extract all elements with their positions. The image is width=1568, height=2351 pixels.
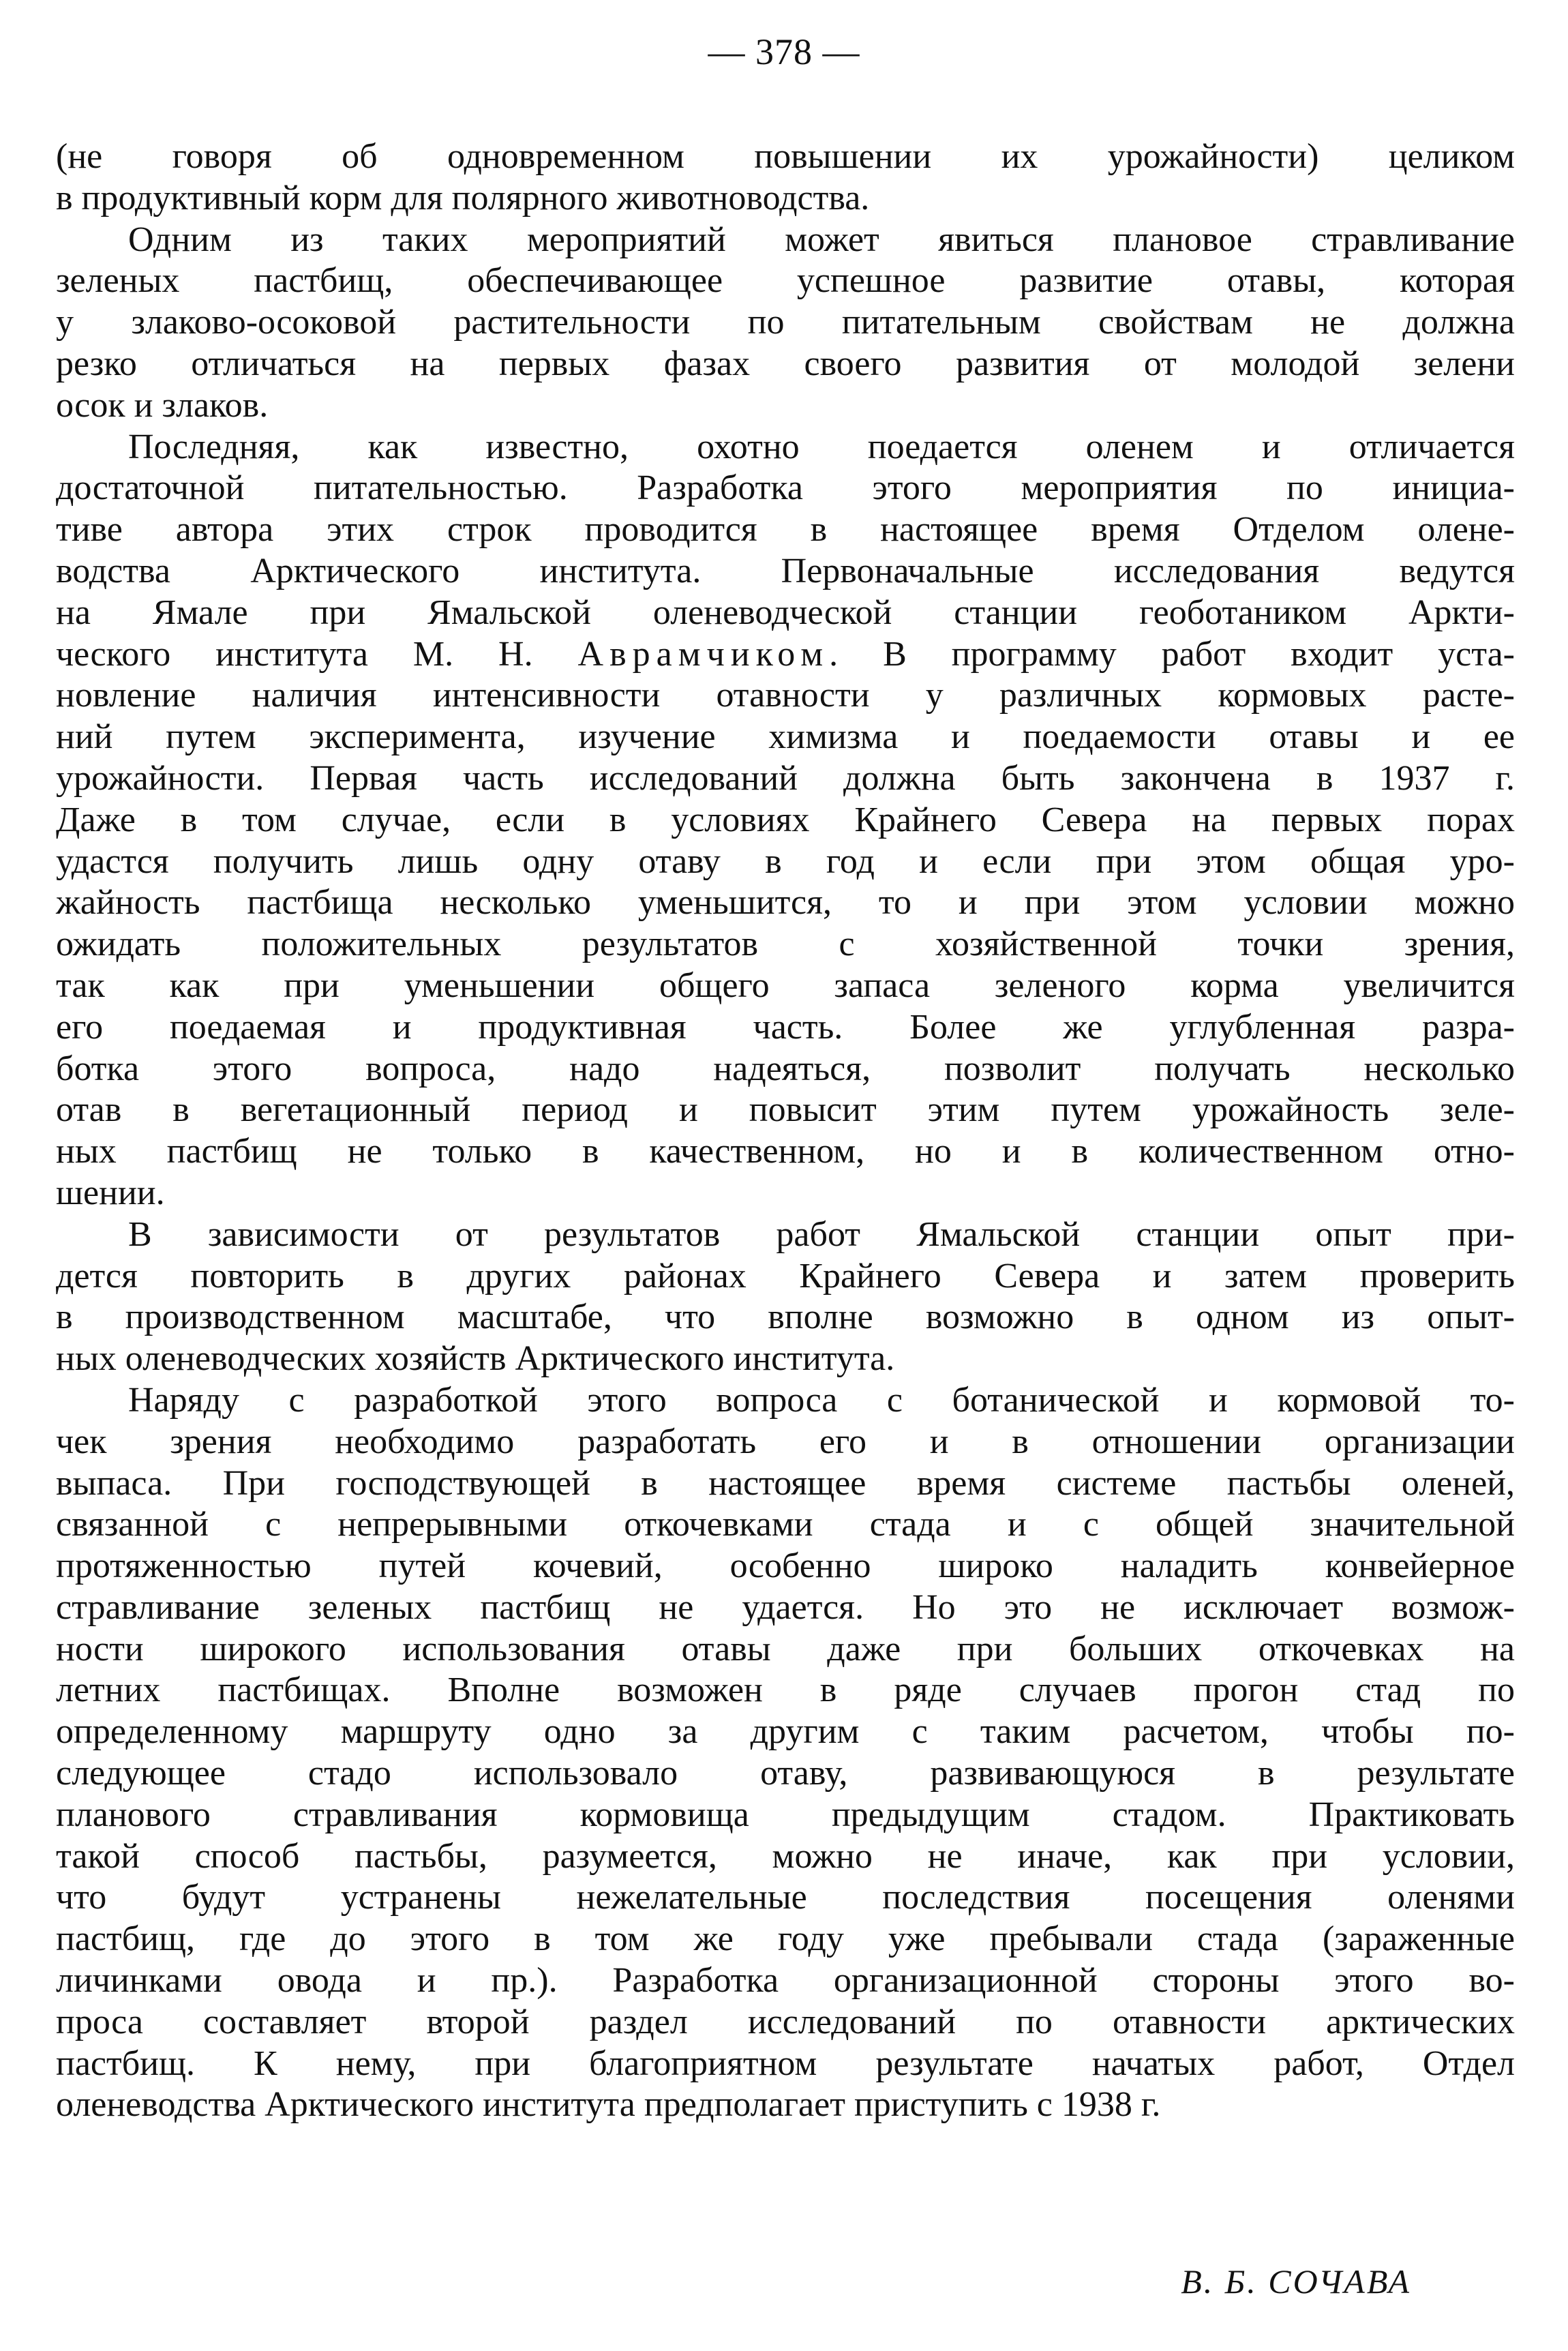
text-line: личинками овода и пр.). Разработка организационной стороны этого во- — [56, 1961, 1515, 2001]
text-line: ботка этого вопроса, надо надеяться, позволит получать несколько — [56, 1049, 1515, 1088]
text-line: шении. — [56, 1173, 165, 1212]
text-line: ности широкого использования отавы даже при больших откочевках на — [56, 1629, 1515, 1668]
text-line: оленеводства Арктического института предполагает приступить с 1938 г. — [56, 2085, 1161, 2125]
text-line: резко отличаться на первых фазах своего развития от молодой зелени — [56, 344, 1515, 383]
page-number: — 378 — — [708, 31, 860, 72]
text-line: тиве автора этих строк проводится в настоящее время Отделом олене- — [56, 510, 1515, 550]
text-line: что будут устранены нежелательные последствия посещения оленями — [56, 1878, 1515, 1917]
author-name-spaced: Аврамчиком — [577, 634, 830, 674]
text-line: летних пастбищах. Вполне возможен в ряде случаев прогон стад по — [56, 1671, 1515, 1710]
text-line: планового стравливания кормовища предыдущим стадом. Практиковать — [56, 1795, 1515, 1834]
text-line: пастбищ. К нему, при благоприятном результате начатых работ, Отдел — [56, 2043, 1515, 2083]
text-line-segment: ческого института М. Н. — [56, 634, 578, 674]
text-line: связанной с непрерывными откочевками стада и с общей значительной — [56, 1505, 1515, 1544]
text-line: в продуктивный корм для полярного животноводства. — [56, 178, 870, 218]
text-line-segment: . В программу работ входит уста- — [829, 634, 1515, 674]
text-line: Одним из таких мероприятий может явиться плановое стравливание — [128, 220, 1515, 259]
text-line: отав в вегетационный период и повысит этим путем урожайность зеле- — [56, 1090, 1515, 1130]
text-line: зеленых пастбищ, обеспечивающее успешное развитие отавы, которая — [56, 261, 1515, 301]
text-line: ний путем эксперимента, изучение химизма и поедаемости отавы и ее — [56, 717, 1515, 757]
text-line: жайность пастбища несколько уменьшится, то и при этом условии можно — [56, 883, 1515, 923]
text-line — [56, 634, 1515, 676]
text-line: выпаса. При господствующей в настоящее время системе пастьбы оленей, — [56, 1463, 1515, 1503]
text-line: ных пастбищ не только в качественном, но и в количественном отно- — [56, 1132, 1515, 1171]
text-line: определенному маршруту одно за другим с таким расчетом, чтобы по- — [56, 1712, 1515, 1752]
text-line: Последняя, как известно, охотно поедается оленем и отличается — [128, 427, 1515, 466]
author-signature: В. Б. СОЧАВА — [1181, 2262, 1411, 2301]
text-line: осок и злаков. — [56, 385, 269, 425]
text-line: у злаково-осоковой растительности по питательным свойствам не должна — [56, 303, 1515, 342]
text-line: проса составляет второй раздел исследований по отавности арктических — [56, 2002, 1515, 2041]
text-line: удастся получить лишь одну отаву в год и если при этом общая уро- — [56, 841, 1515, 881]
text-line: в производственном масштабе, что вполне возможно в одном из опыт- — [56, 1298, 1515, 1337]
text-line: В зависимости от результатов работ Ямальской станции опыт при- — [128, 1214, 1515, 1254]
text-line: (не говоря об одновременном повышении их урожайности) целиком — [56, 137, 1515, 176]
text-line: пастбищ, где до этого в том же году уже пребывали стада (зараженные — [56, 1919, 1515, 1959]
text-line: Даже в том случае, если в условиях Крайнего Севера на первых порах — [56, 800, 1515, 839]
text-line: так как при уменьшении общего запаса зеленого корма увеличится — [56, 965, 1515, 1005]
text-line: достаточной питательностью. Разработка этого мероприятия по инициа- — [56, 468, 1515, 508]
text-line: урожайности. Первая часть исследований должна быть закончена в 1937 г. — [56, 758, 1515, 798]
text-line: ожидать положительных результатов с хозяйственной точки зрения, — [56, 925, 1515, 964]
text-line: на Ямале при Ямальской оленеводческой станции геоботаником Аркти- — [56, 593, 1515, 632]
text-line: чек зрения необходимо разработать его и в отношении организации — [56, 1422, 1515, 1461]
text-line: протяженностью путей кочевий, особенно широко наладить конвейерное — [56, 1546, 1515, 1586]
text-line: Наряду с разработкой этого вопроса с ботанической и кормовой то- — [128, 1380, 1515, 1420]
text-line: его поедаемая и продуктивная часть. Более же углубленная разра- — [56, 1007, 1515, 1047]
article-body — [56, 136, 1515, 2126]
text-line: такой способ пастьбы, разумеется, можно не иначе, как при условии, — [56, 1836, 1515, 1876]
text-line: следующее стадо использовало отаву, развивающуюся в результате — [56, 1754, 1515, 1793]
text-line: дется повторить в других районах Крайнего Севера и затем проверить — [56, 1256, 1515, 1296]
text-line: стравливание зеленых пастбищ не удается. Но это не исключает возмож- — [56, 1587, 1515, 1627]
text-line: ных оленеводческих хозяйств Арктического института. — [56, 1339, 895, 1379]
text-line: водства Арктического института. Первоначальные исследования ведутся — [56, 551, 1515, 590]
text-line: новление наличия интенсивности отавности у различных кормовых расте- — [56, 676, 1515, 715]
